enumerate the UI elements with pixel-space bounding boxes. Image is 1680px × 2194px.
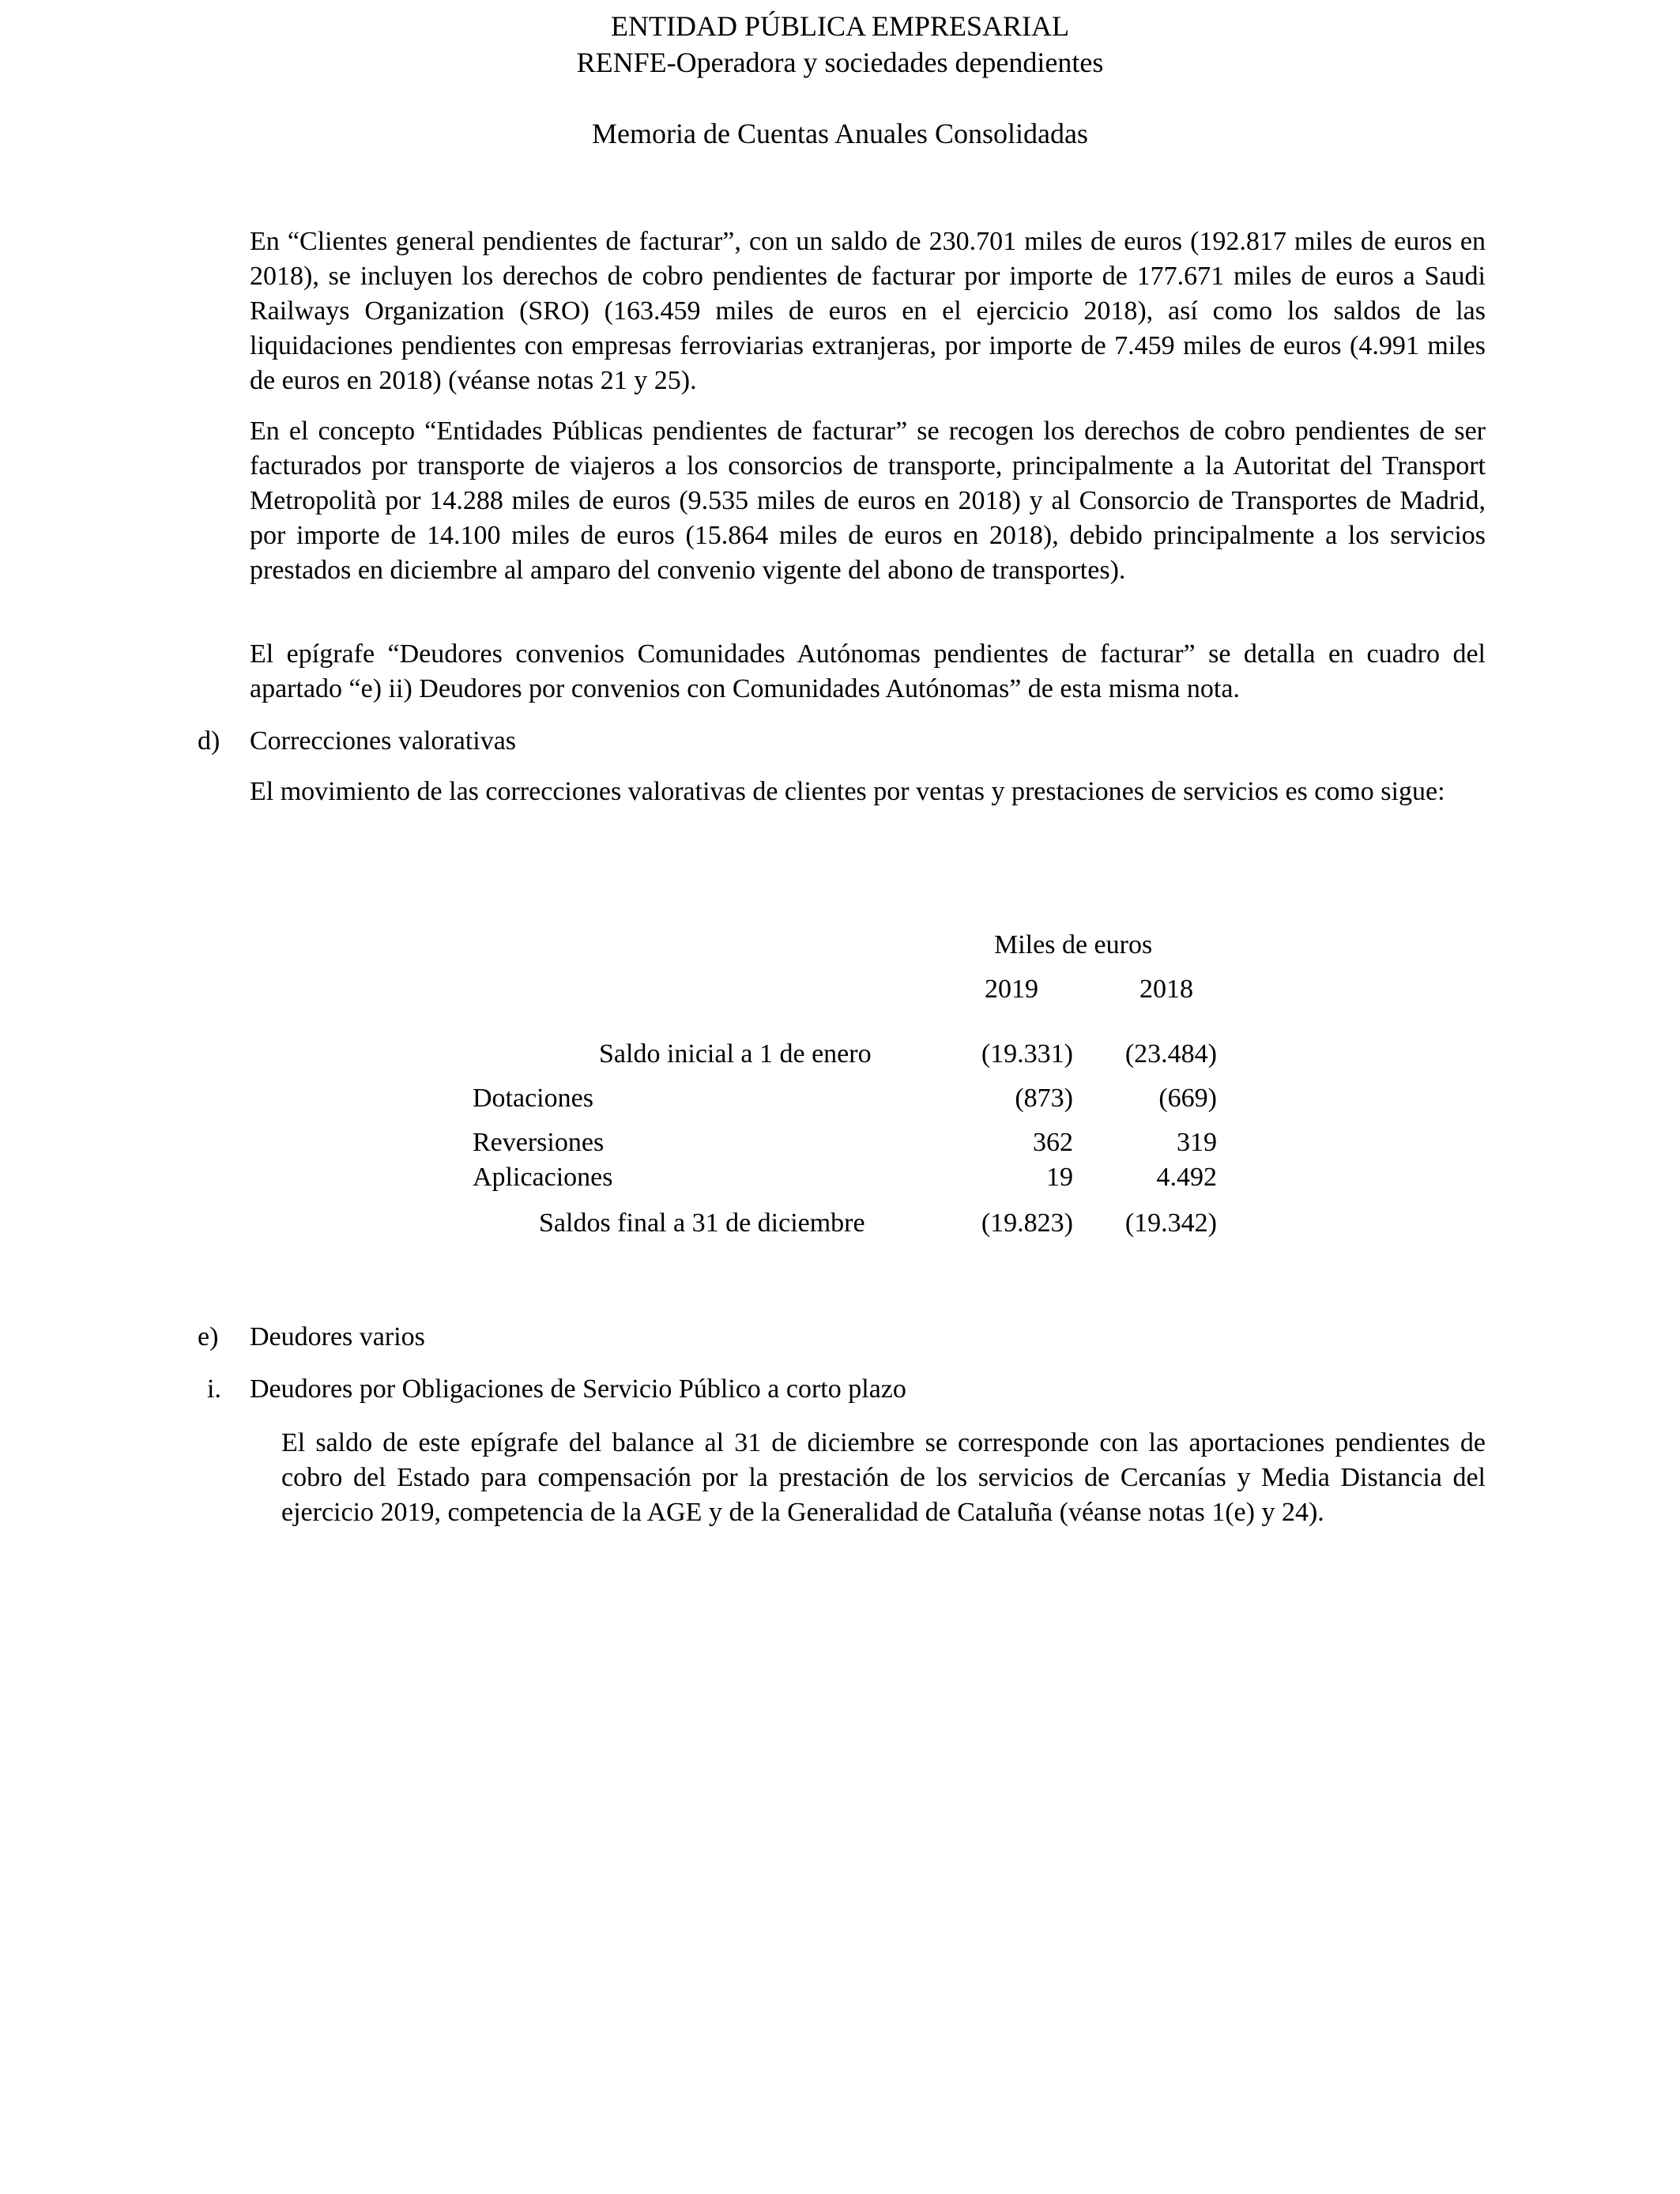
- table-cell-2018: (23.484): [1124, 1039, 1217, 1069]
- header-entity: ENTIDAD PÚBLICA EMPRESARIAL: [610, 10, 1070, 42]
- table-cell-2018: 4.492: [1156, 1163, 1217, 1192]
- table-cell-2019: (19.331): [981, 1039, 1073, 1069]
- section-e-marker: e): [198, 1322, 219, 1351]
- table-cell-2018: 319: [1177, 1128, 1217, 1157]
- table-row-label: Saldos final a 31 de diciembre: [539, 1208, 865, 1238]
- paragraph-clientes-general: En “Clientes general pendientes de facturar”, con un saldo de 230.701 miles de euros (192.817 miles de euros en 2018), se incluyen los derechos de cobro pendientes de facturar por importe de 177.671 miles de euros a Saudi Railways Organization (SRO) (163.459 miles de euros en el ejercicio 2018), así como los saldos de las liquidaciones pendientes con empresas ferroviarias extranjeras, por importe de 7.459 miles de euros (4.991 miles de euros en 2018) (véanse notas 21 y 25).: [250, 227, 1486, 395]
- paragraph-entidades-publicas: En el concepto “Entidades Públicas pendientes de facturar” se recogen los derechos de cobro pendientes de ser facturados por transporte de viajeros a los consorcios de transporte, principalmente a la Autoritat del Transport Metropolità por 14.288 miles de euros (9.535 miles de euros en 2018) y al Consorcio de Transportes de Madrid, por importe de 14.100 miles de euros (15.864 miles de euros en 2018), debido principalmente a los servicios prestados en diciembre al amparo del convenio vigente del abono de transportes).: [250, 417, 1486, 585]
- paragraph-movimiento-correcciones: El movimiento de las correcciones valorativas de clientes por ventas y prestaciones de servicios es como sigue:: [250, 777, 1445, 806]
- header-company: RENFE-Operadora y sociedades dependientes: [576, 47, 1104, 78]
- table-cell-2019: 362: [1033, 1128, 1073, 1157]
- table-row-label: Saldo inicial a 1 de enero: [599, 1039, 872, 1069]
- paragraph-deudores-convenios: El epígrafe “Deudores convenios Comunidades Autónomas pendientes de facturar” se detalla en cuadro del apartado “e) ii) Deudores por convenios con Comunidades Autónomas” de esta misma nota.: [250, 639, 1486, 703]
- table-cell-2019: (873): [1015, 1084, 1073, 1113]
- section-i-title: Deudores por Obligaciones de Servicio Público a corto plazo: [250, 1374, 906, 1404]
- section-i-marker: i.: [207, 1374, 221, 1404]
- table-cell-2018: (19.342): [1124, 1208, 1217, 1238]
- table-row-label: Dotaciones: [473, 1084, 593, 1113]
- table-row-label: Aplicaciones: [473, 1163, 613, 1192]
- section-d-marker: d): [198, 726, 220, 756]
- table-cell-2019: (19.823): [981, 1208, 1073, 1238]
- table-year-2018: 2018: [1139, 974, 1193, 1004]
- table-year-2019: 2019: [985, 974, 1038, 1004]
- table-cell-2019: 19: [1046, 1163, 1073, 1192]
- paragraph-obligaciones-servicio-publico: El saldo de este epígrafe del balance al 31 de diciembre se corresponde con las aportaciones pendientes de cobro del Estado para compensación por la prestación de los servicios de Cercanías y Media Distancia del ejercicio 2019, competencia de la AGE y de la Generalidad de Cataluña (véanse notas 1(e) y 24).: [281, 1428, 1486, 1527]
- section-e-title: Deudores varios: [250, 1322, 425, 1351]
- header-document-title: Memoria de Cuentas Anuales Consolidadas: [592, 118, 1088, 149]
- table-row-label: Reversiones: [473, 1128, 605, 1157]
- section-d-title: Correcciones valorativas: [250, 726, 517, 756]
- table-cell-2018: (669): [1158, 1084, 1217, 1113]
- table-unit-header: Miles de euros: [994, 930, 1153, 959]
